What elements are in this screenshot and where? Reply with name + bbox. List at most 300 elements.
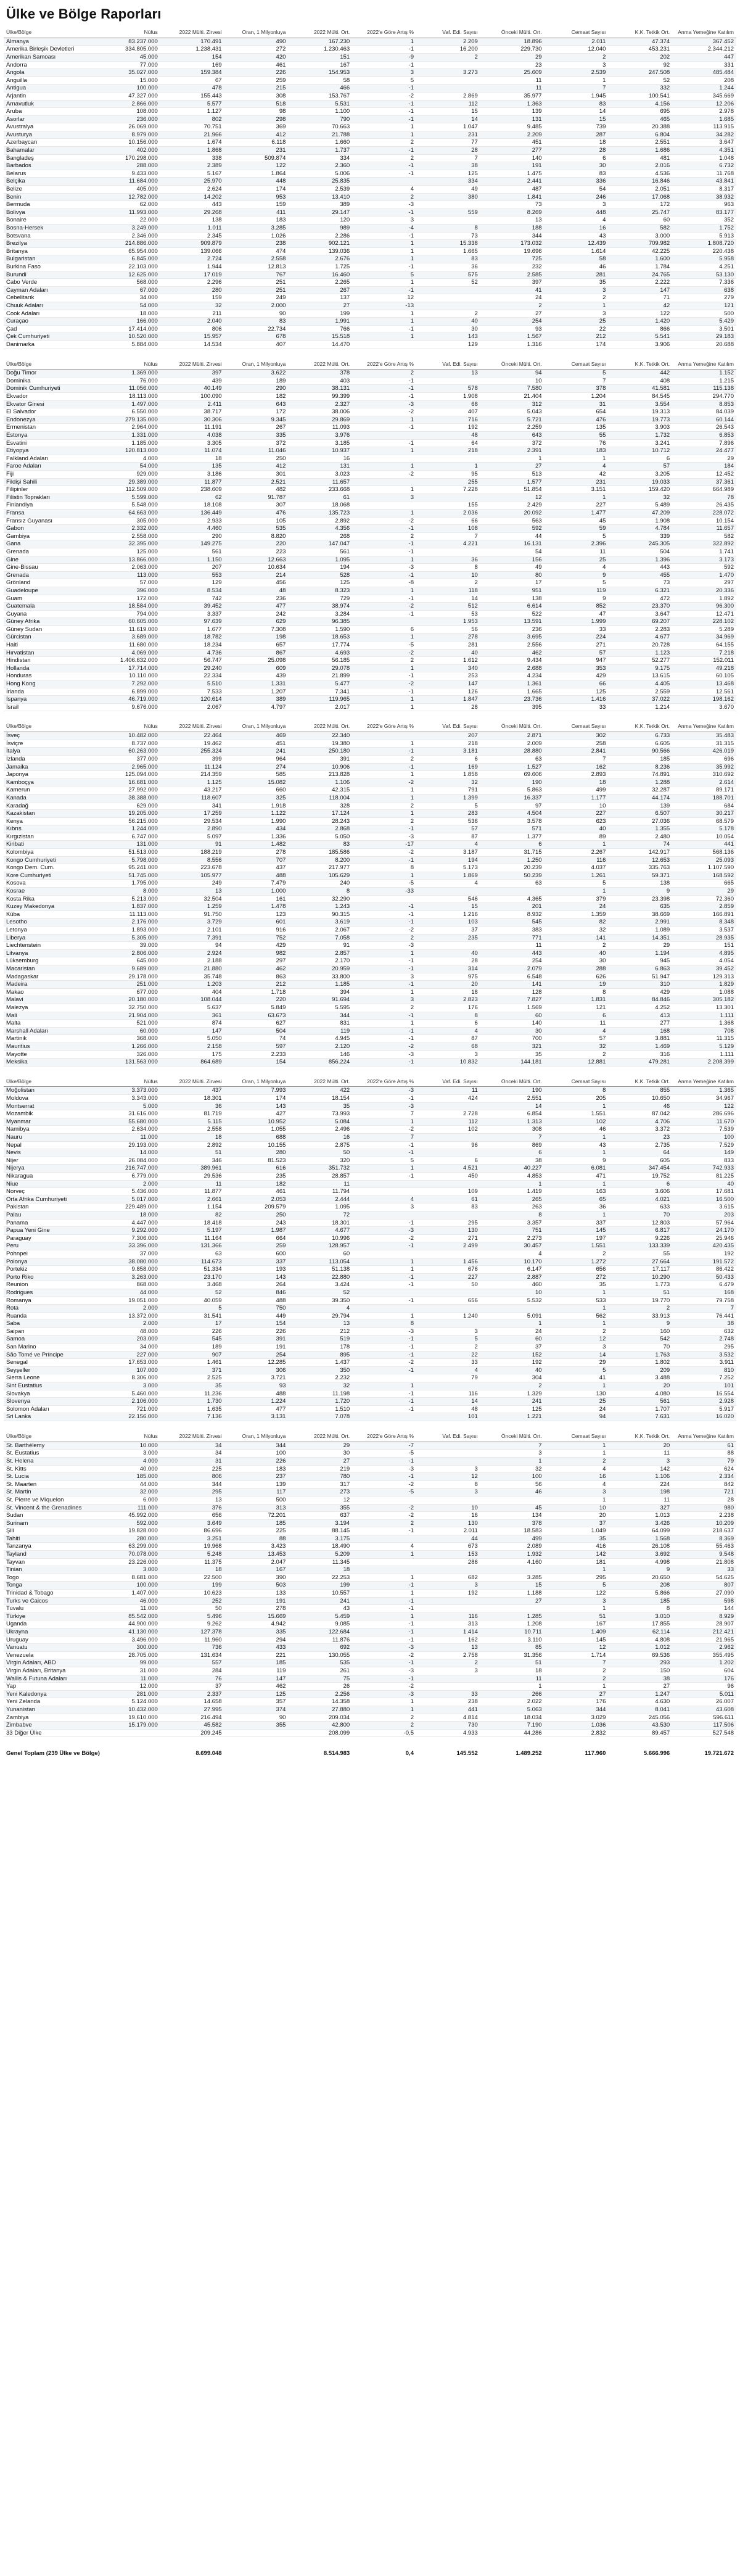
- table-cell: 2.040: [160, 318, 224, 326]
- table-cell: 5.197: [160, 1227, 224, 1235]
- table-cell: 633: [608, 1203, 672, 1212]
- table-cell: 11: [545, 548, 609, 556]
- table-cell: 99.000: [96, 1659, 160, 1667]
- country-name: Yeni Zelanda: [4, 1698, 96, 1706]
- table-cell: 407: [224, 341, 289, 349]
- column-header: Anma Yemeğine Katılım: [672, 722, 736, 732]
- table-cell: 18: [545, 139, 609, 147]
- table-row: [4, 85, 736, 93]
- country-name: Burkina Faso: [4, 263, 96, 271]
- table-cell: 3.305: [160, 439, 224, 447]
- table-cell: -1: [352, 688, 416, 696]
- table-cell: 2.273: [480, 1234, 545, 1242]
- table-cell: 139: [608, 802, 672, 810]
- table-cell: 183: [224, 1465, 289, 1473]
- table-cell: 18.418: [160, 1219, 224, 1227]
- table-cell: 5.115: [160, 1118, 224, 1126]
- table-cell: [480, 1605, 545, 1613]
- table-cell: 5.173: [416, 864, 480, 872]
- table-cell: 24: [480, 1327, 545, 1335]
- table-cell: 45.000: [96, 53, 160, 61]
- table-cell: 15: [416, 903, 480, 911]
- table-cell: 553: [160, 571, 224, 579]
- table-cell: 624: [672, 1465, 736, 1473]
- table-cell: 461: [224, 61, 289, 69]
- table-cell: -2: [352, 1504, 416, 1512]
- table-cell: 598: [672, 1597, 736, 1605]
- table-cell: 25.609: [480, 69, 545, 77]
- table-cell: 346: [160, 1157, 224, 1165]
- table-cell: 17.019: [160, 271, 224, 279]
- column-header: 2022 Mülti. Ort.: [288, 360, 352, 369]
- table-cell: 1.720: [288, 1398, 352, 1406]
- column-header: Nüfus: [96, 722, 160, 732]
- table-cell: 500: [224, 1496, 289, 1504]
- table-cell: 846: [224, 1289, 289, 1297]
- table-cell: 29: [672, 455, 736, 463]
- table-cell: 32: [160, 302, 224, 310]
- table-cell: 5: [545, 1582, 609, 1590]
- country-name: Etiyopya: [4, 447, 96, 455]
- table-cell: -2: [352, 1480, 416, 1488]
- table-cell: 20: [608, 1382, 672, 1390]
- table-cell: 656: [545, 1266, 609, 1274]
- table-cell: 7: [352, 1134, 416, 1142]
- table-row: [4, 771, 736, 779]
- table-cell: 163: [545, 1188, 609, 1196]
- table-cell: 3.185: [288, 439, 352, 447]
- table-cell: 100: [224, 1450, 289, 1458]
- table-cell: 627: [224, 1020, 289, 1028]
- table-cell: 3.649: [160, 1519, 224, 1527]
- column-header: Önceki Mülti. Ort.: [480, 722, 545, 732]
- table-cell: 18.000: [96, 1211, 160, 1219]
- country-name: Fiji: [4, 471, 96, 479]
- table-cell: 4.054: [672, 957, 736, 965]
- table-cell: 24.477: [672, 447, 736, 455]
- table-cell: 10.054: [672, 833, 736, 841]
- table-cell: 251: [224, 279, 289, 287]
- table-cell: 688: [224, 1134, 289, 1142]
- table-cell: 18.782: [160, 634, 224, 642]
- table-cell: 18.301: [160, 1095, 224, 1103]
- table-cell: 28.243: [288, 817, 352, 825]
- table-cell: 5.531: [288, 100, 352, 108]
- table-cell: [416, 61, 480, 69]
- table-cell: 806: [160, 325, 224, 333]
- table-cell: 18.896: [480, 38, 545, 46]
- country-name: Liberya: [4, 934, 96, 942]
- column-header: Anma Yemeğine Katılım: [672, 360, 736, 369]
- country-name: Namibya: [4, 1126, 96, 1134]
- table-cell: 2.832: [545, 1729, 609, 1737]
- table-cell: 14: [545, 1351, 609, 1359]
- country-report-table: [4, 722, 736, 1066]
- table-cell: 17.124: [288, 810, 352, 818]
- table-cell: 7.539: [672, 1126, 736, 1134]
- table-cell: 5.459: [288, 1612, 352, 1620]
- table-cell: 355.495: [672, 1651, 736, 1659]
- table-cell: 4.853: [480, 1173, 545, 1181]
- table-cell: 36: [160, 1102, 224, 1110]
- table-cell: 30: [416, 325, 480, 333]
- table-row: [4, 240, 736, 248]
- table-cell: 57: [545, 649, 609, 657]
- column-header: 2022 Mülti. Zirvesi: [160, 360, 224, 369]
- table-cell: 314: [416, 965, 480, 973]
- table-cell: 1: [352, 587, 416, 595]
- table-cell: 15: [545, 115, 609, 123]
- table-cell: 18.584.000: [96, 603, 160, 611]
- table-cell: 185: [608, 755, 672, 763]
- table-row: [4, 849, 736, 857]
- table-cell: 116: [545, 856, 609, 864]
- table-cell: 34: [160, 1442, 224, 1450]
- table-cell: 313: [224, 1504, 289, 1512]
- table-row: [4, 755, 736, 763]
- table-row: [4, 1219, 736, 1227]
- table-row: [4, 1035, 736, 1043]
- table-cell: 8: [416, 1480, 480, 1488]
- table-cell: 113.054: [288, 1258, 352, 1266]
- table-row: [4, 810, 736, 818]
- table-cell: 142.917: [608, 849, 672, 857]
- table-cell: 52.277: [608, 657, 672, 665]
- table-cell: -1: [352, 1366, 416, 1374]
- table-cell: 213.828: [288, 771, 352, 779]
- table-cell: 208.099: [288, 1729, 352, 1737]
- table-cell: 635: [608, 903, 672, 911]
- column-header: 2022'e Göre Artış %: [352, 28, 416, 38]
- table-row: [4, 763, 736, 771]
- table-row: [4, 147, 736, 155]
- table-cell: -3: [352, 942, 416, 950]
- country-name: Güney Sudan: [4, 625, 96, 634]
- table-cell: 561: [288, 548, 352, 556]
- table-cell: 50: [288, 1149, 352, 1157]
- table-cell: 21.904.000: [96, 1012, 160, 1020]
- table-cell: 14.534: [160, 341, 224, 349]
- table-cell: [416, 1675, 480, 1683]
- country-name: St. Helena: [4, 1457, 96, 1465]
- table-cell: 277: [608, 1020, 672, 1028]
- table-cell: 426.019: [672, 748, 736, 756]
- table-row: [4, 115, 736, 123]
- table-cell: 34.000: [96, 294, 160, 302]
- table-cell: 5.884.000: [96, 341, 160, 349]
- country-report-table: [4, 1432, 736, 1737]
- table-cell: 10: [480, 377, 545, 385]
- table-cell: 1: [545, 1211, 609, 1219]
- table-cell: 129.313: [672, 973, 736, 981]
- table-cell: [416, 455, 480, 463]
- table-row: [4, 38, 736, 46]
- table-cell: 167.230: [288, 38, 352, 46]
- table-row: [4, 680, 736, 688]
- table-cell: 81.523: [224, 1157, 289, 1165]
- table-cell: 60.144: [672, 416, 736, 424]
- table-cell: 96.300: [672, 603, 736, 611]
- table-cell: 4: [545, 1027, 609, 1035]
- table-cell: 29.794: [288, 1312, 352, 1320]
- table-row: [4, 1004, 736, 1012]
- table-cell: -1: [352, 147, 416, 155]
- table-cell: 21.965: [672, 1636, 736, 1644]
- table-cell: 228.072: [672, 509, 736, 517]
- table-cell: 16: [416, 1512, 480, 1520]
- table-cell: 58: [545, 255, 609, 263]
- table-cell: 209.579: [224, 1203, 289, 1212]
- table-cell: 4: [416, 841, 480, 849]
- country-name: Kosova: [4, 880, 96, 888]
- country-name: Hollanda: [4, 664, 96, 672]
- table-cell: 2.067: [288, 927, 352, 935]
- table-cell: 1: [480, 1320, 545, 1328]
- country-name: Filipinler: [4, 486, 96, 494]
- country-name: İsrail: [4, 703, 96, 711]
- table-cell: 14: [416, 115, 480, 123]
- table-row: [4, 1250, 736, 1258]
- table-cell: 2: [545, 942, 609, 950]
- table-cell: 5.000: [96, 1102, 160, 1110]
- table-cell: -1: [352, 1659, 416, 1667]
- table-row: [4, 1126, 736, 1134]
- table-cell: 9.262: [160, 1620, 224, 1629]
- table-row: [4, 949, 736, 957]
- table-cell: 5.917: [672, 1405, 736, 1413]
- table-cell: 15.082: [224, 778, 289, 786]
- table-cell: 60: [608, 217, 672, 225]
- country-name: Gine-Bissau: [4, 564, 96, 572]
- table-cell: 40: [545, 825, 609, 833]
- table-cell: 450: [416, 1173, 480, 1181]
- column-header: Önceki Mülti. Ort.: [480, 28, 545, 38]
- table-cell: 1.551: [545, 1242, 609, 1250]
- table-cell: 337: [545, 1219, 609, 1227]
- table-cell: 4: [288, 1305, 352, 1313]
- table-row: [4, 841, 736, 849]
- table-cell: 174: [224, 186, 289, 194]
- table-cell: 64.099: [608, 1527, 672, 1535]
- table-cell: 62: [160, 493, 224, 502]
- table-cell: 2: [416, 53, 480, 61]
- table-cell: 5: [416, 1335, 480, 1344]
- table-row: [4, 478, 736, 486]
- table-cell: 678: [224, 333, 289, 341]
- table-cell: 6.000: [96, 1496, 160, 1504]
- country-name: Gine: [4, 556, 96, 564]
- table-cell: 2.089: [480, 1543, 545, 1551]
- table-cell: 50.239: [480, 872, 545, 880]
- table-row: [4, 1141, 736, 1149]
- table-row: [4, 856, 736, 864]
- country-name: Saba: [4, 1320, 96, 1328]
- table-cell: 3.263.000: [96, 1273, 160, 1281]
- country-name: Grönland: [4, 579, 96, 587]
- table-cell: 241: [288, 1597, 352, 1605]
- table-row: [4, 740, 736, 748]
- table-cell: 56.215.000: [96, 817, 160, 825]
- table-cell: 17.774: [288, 642, 352, 650]
- table-cell: 1: [352, 786, 416, 795]
- table-cell: 3.373.000: [96, 1087, 160, 1095]
- table-row: [4, 46, 736, 54]
- table-cell: 208: [672, 76, 736, 85]
- table-cell: 17.068: [608, 193, 672, 201]
- table-cell: 2.209: [480, 131, 545, 139]
- table-cell: 20: [416, 981, 480, 989]
- table-row: [4, 934, 736, 942]
- table-cell: 30: [288, 1450, 352, 1458]
- table-cell: 4.000: [96, 1457, 160, 1465]
- table-cell: 637: [288, 1512, 352, 1520]
- table-cell: 389: [224, 696, 289, 704]
- table-cell: 101: [416, 1413, 480, 1421]
- table-cell: [352, 1188, 416, 1196]
- table-cell: 123: [224, 910, 289, 919]
- table-cell: 1.088: [672, 988, 736, 996]
- table-cell: [416, 302, 480, 310]
- table-row: [4, 341, 736, 349]
- table-cell: 112: [416, 1118, 480, 1126]
- column-header: 2022'e Göre Artış %: [352, 360, 416, 369]
- table-cell: 5.496: [160, 1612, 224, 1620]
- table-cell: 3.285: [224, 225, 289, 233]
- table-cell: [416, 1597, 480, 1605]
- table-cell: 2.688: [480, 664, 545, 672]
- table-cell: [416, 1250, 480, 1258]
- table-cell: 709.982: [608, 240, 672, 248]
- table-cell: 545: [160, 1335, 224, 1344]
- table-cell: -1: [352, 1344, 416, 1352]
- table-cell: 8.236: [608, 763, 672, 771]
- country-name: Porto Riko: [4, 1273, 96, 1281]
- table-cell: 562: [545, 1312, 609, 1320]
- table-cell: 310: [608, 981, 672, 989]
- table-cell: 237: [224, 1473, 289, 1481]
- table-cell: 249: [160, 880, 224, 888]
- table-cell: 1.732: [608, 432, 672, 440]
- table-cell: 4.221: [416, 540, 480, 548]
- table-cell: 14: [545, 108, 609, 116]
- table-cell: 306: [224, 1366, 289, 1374]
- table-cell: 189: [224, 377, 289, 385]
- table-cell: 328: [288, 802, 352, 810]
- table-cell: 1.107.590: [672, 864, 736, 872]
- table-row: [4, 279, 736, 287]
- country-name: Faroe Adaları: [4, 463, 96, 471]
- table-cell: 116: [416, 1390, 480, 1398]
- table-cell: 295: [416, 1219, 480, 1227]
- table-cell: 117.506: [672, 1722, 736, 1730]
- table-cell: 22.156.000: [96, 1413, 160, 1421]
- country-name: Fransa: [4, 509, 96, 517]
- table-cell: 63: [480, 755, 545, 763]
- table-cell: 336: [545, 178, 609, 186]
- table-cell: 227.000: [96, 1351, 160, 1359]
- table-cell: 62.000: [96, 201, 160, 209]
- country-name: Wallis & Futuna Adaları: [4, 1675, 96, 1683]
- table-cell: 33: [545, 703, 609, 711]
- table-cell: 280: [224, 1149, 289, 1157]
- table-cell: 592.000: [96, 1519, 160, 1527]
- table-cell: 833: [672, 1157, 736, 1165]
- country-name: Cook Adaları: [4, 310, 96, 318]
- table-cell: 512: [416, 603, 480, 611]
- table-cell: 20.336: [672, 587, 736, 595]
- table-cell: 8.979.000: [96, 131, 160, 139]
- table-cell: 40: [416, 949, 480, 957]
- table-cell: 155.443: [160, 92, 224, 100]
- table-cell: 4.808: [608, 1636, 672, 1644]
- table-cell: 133: [224, 1590, 289, 1598]
- table-cell: 185: [608, 1597, 672, 1605]
- table-cell: 125.094.000: [96, 771, 160, 779]
- table-row: [4, 1496, 736, 1504]
- table-cell: 8.681.000: [96, 1574, 160, 1582]
- table-cell: 1.288: [608, 778, 672, 786]
- table-cell: 964: [224, 755, 289, 763]
- table-cell: -1: [352, 393, 416, 401]
- country-name: Virgin Adaları, Britanya: [4, 1667, 96, 1675]
- table-cell: 60: [480, 1012, 545, 1020]
- table-cell: 147: [224, 1675, 289, 1683]
- table-row: [4, 302, 736, 310]
- table-cell: 112: [416, 100, 480, 108]
- table-row: [4, 1234, 736, 1242]
- table-cell: -1: [352, 377, 416, 385]
- table-cell: 664: [224, 1234, 289, 1242]
- table-cell: [352, 618, 416, 626]
- table-cell: 7: [352, 1110, 416, 1118]
- table-cell: 18: [480, 1667, 545, 1675]
- table-cell: 37.022: [608, 696, 672, 704]
- table-cell: 26.007: [672, 1698, 736, 1706]
- table-cell: 73: [416, 232, 480, 240]
- table-cell: 18: [545, 778, 609, 786]
- table-cell: 13: [480, 217, 545, 225]
- table-cell: 5.599.000: [96, 493, 160, 502]
- table-row: [4, 400, 736, 408]
- table-cell: 460: [480, 1281, 545, 1289]
- table-cell: 159.384: [160, 69, 224, 77]
- table-cell: 56.185: [288, 657, 352, 665]
- table-cell: 11.960: [160, 1636, 224, 1644]
- country-name: Vanuatu: [4, 1644, 96, 1652]
- table-cell: 250.180: [288, 748, 352, 756]
- table-cell: 582: [608, 225, 672, 233]
- table-cell: 1.127: [160, 108, 224, 116]
- table-cell: 1: [545, 302, 609, 310]
- table-cell: 281: [416, 642, 480, 650]
- table-cell: 52: [160, 1289, 224, 1297]
- table-cell: 1: [352, 1312, 416, 1320]
- table-cell: 4.942: [224, 1620, 289, 1629]
- table-cell: 68: [416, 1042, 480, 1051]
- table-cell: 2: [352, 154, 416, 162]
- table-cell: -1: [352, 957, 416, 965]
- table-cell: 54.000: [96, 302, 160, 310]
- table-cell: -3: [352, 1327, 416, 1335]
- table-cell: 5.167: [160, 170, 224, 178]
- table-cell: 38: [608, 1675, 672, 1683]
- table-cell: 27.664: [608, 1258, 672, 1266]
- table-cell: 120.813.000: [96, 447, 160, 455]
- table-cell: 28: [416, 957, 480, 965]
- table-cell: 3.906: [608, 341, 672, 349]
- country-name: Kongo Dem. Cum.: [4, 864, 96, 872]
- country-name: St. Kitts: [4, 1465, 96, 1473]
